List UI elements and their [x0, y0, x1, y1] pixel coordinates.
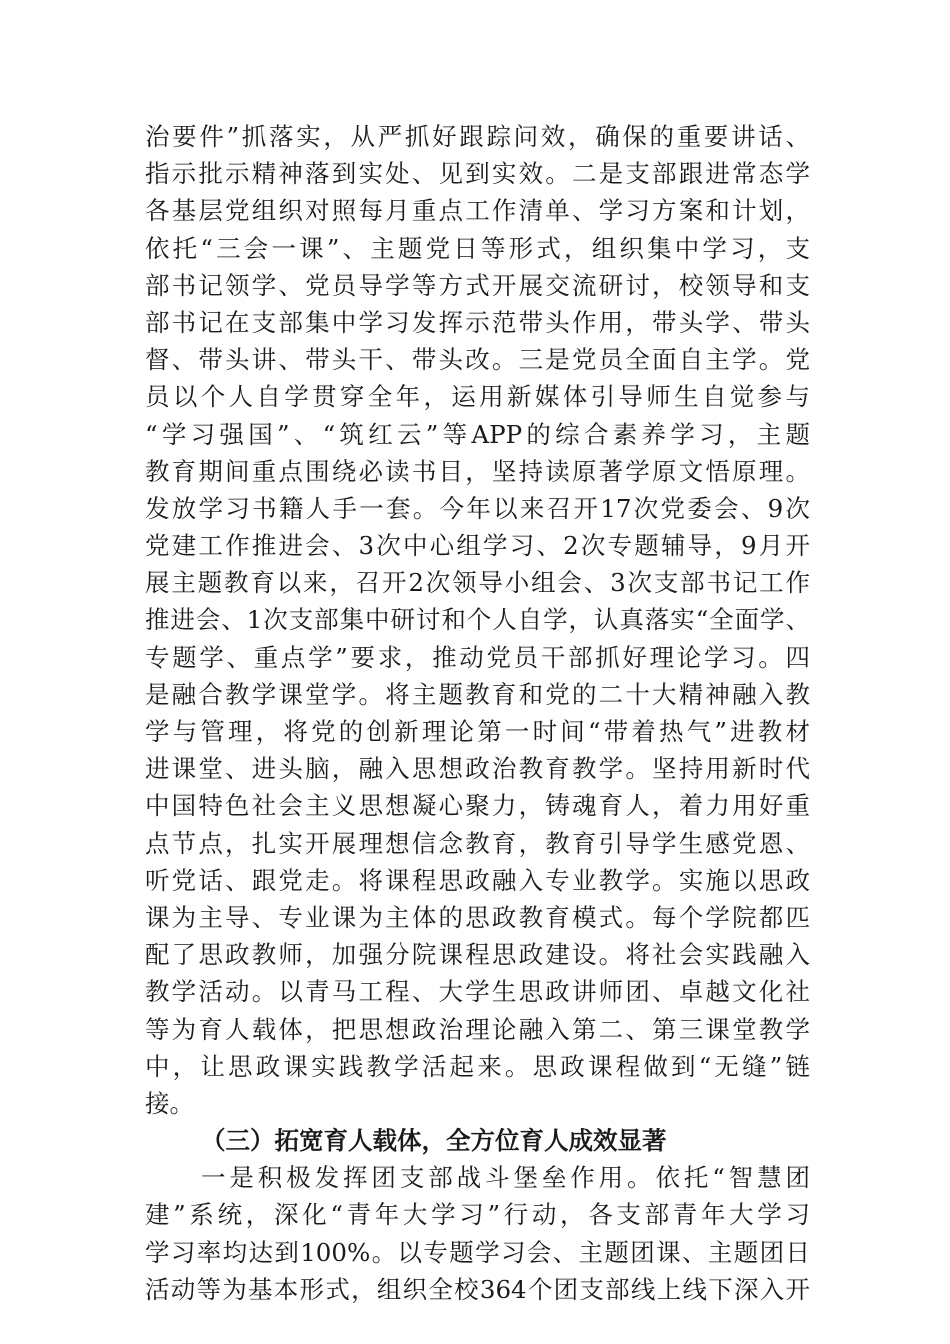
text-line: 部书记领学、党员导学等方式开展交流研讨，校领导和支	[145, 270, 810, 300]
text-line: 学习率均达到100%。以专题学习会、主题团课、主题团日	[145, 1237, 810, 1267]
document-page	[145, 118, 810, 1308]
text-line: 配了思政教师，加强分院课程思政建设。将社会实践融入	[145, 940, 810, 970]
text-line: 是融合教学课堂学。将主题教育和党的二十大精神融入教	[145, 679, 810, 709]
text-line: 点节点，扎实开展理想信念教育，教育引导学生感党恩、	[145, 828, 810, 858]
text-line: 活动等为基本形式，组织全校364个团支部线上线下深入开	[145, 1274, 810, 1304]
text-line: 教育期间重点围绕必读书目，坚持读原著学原文悟原理。	[145, 456, 810, 486]
text-line: 等为育人载体，把思想政治理论融入第二、第三课堂教学	[145, 1014, 810, 1044]
text-line: 员以个人自学贯穿全年，运用新媒体引导师生自觉参与	[145, 382, 810, 412]
text-line: 推进会、1次支部集中研讨和个人自学，认真落实“全面学、	[145, 605, 810, 635]
text-line: 治要件”抓落实，从严抓好跟踪问效，确保的重要讲话、	[145, 122, 810, 151]
text-line: “学习强国”、“筑红云”等APP的综合素养学习，主题	[145, 419, 810, 449]
text-line: 发放学习书籍人手一套。今年以来召开17次党委会、9次	[145, 493, 810, 523]
text-line: 中，让思政课实践教学活起来。思政课程做到“无缝”链	[145, 1051, 810, 1081]
text-line: 依托“三会一课”、主题党日等形式，组织集中学习，支	[145, 233, 810, 263]
text-line: 学与管理，将党的创新理论第一时间“带着热气”进教材	[145, 717, 810, 746]
text-line: 课为主导、专业课为主体的思政教育模式。每个学院都匹	[145, 902, 810, 932]
text-line: 中国特色社会主义思想凝心聚力，铸魂育人，着力用好重	[145, 791, 810, 821]
section-heading: （三）拓宽育人载体，全方位育人成效显著	[201, 1126, 667, 1156]
text-line: 一是积极发挥团支部战斗堡垒作用。依托“智慧团	[201, 1163, 810, 1193]
text-line: 各基层党组织对照每月重点工作清单、学习方案和计划，	[145, 196, 810, 226]
text-line: 听党话、跟党走。将课程思政融入专业教学。实施以思政	[145, 865, 810, 895]
text-line: 部书记在支部集中学习发挥示范带头作用，带头学、带头	[145, 307, 810, 337]
text-line: 建”系统，深化“青年大学习”行动，各支部青年大学习	[145, 1200, 810, 1230]
text-line: 展主题教育以来，召开2次领导小组会、3次支部书记工作	[145, 568, 810, 598]
text-line: 党建工作推进会、3次中心组学习、2次专题辅导，9月开	[145, 531, 810, 561]
text-line: 教学活动。以青马工程、大学生思政讲师团、卓越文化社	[145, 977, 810, 1007]
text-line: 接。	[145, 1088, 194, 1118]
text-line: 专题学、重点学”要求，推动党员干部抓好理论学习。四	[145, 642, 810, 672]
text-line: 进课堂、进头脑，融入思想政治教育教学。坚持用新时代	[145, 754, 810, 784]
text-line: 指示批示精神落到实处、见到实效。二是支部跟进常态学	[145, 159, 810, 189]
text-line: 督、带头讲、带头干、带头改。三是党员全面自主学。党	[145, 345, 810, 375]
